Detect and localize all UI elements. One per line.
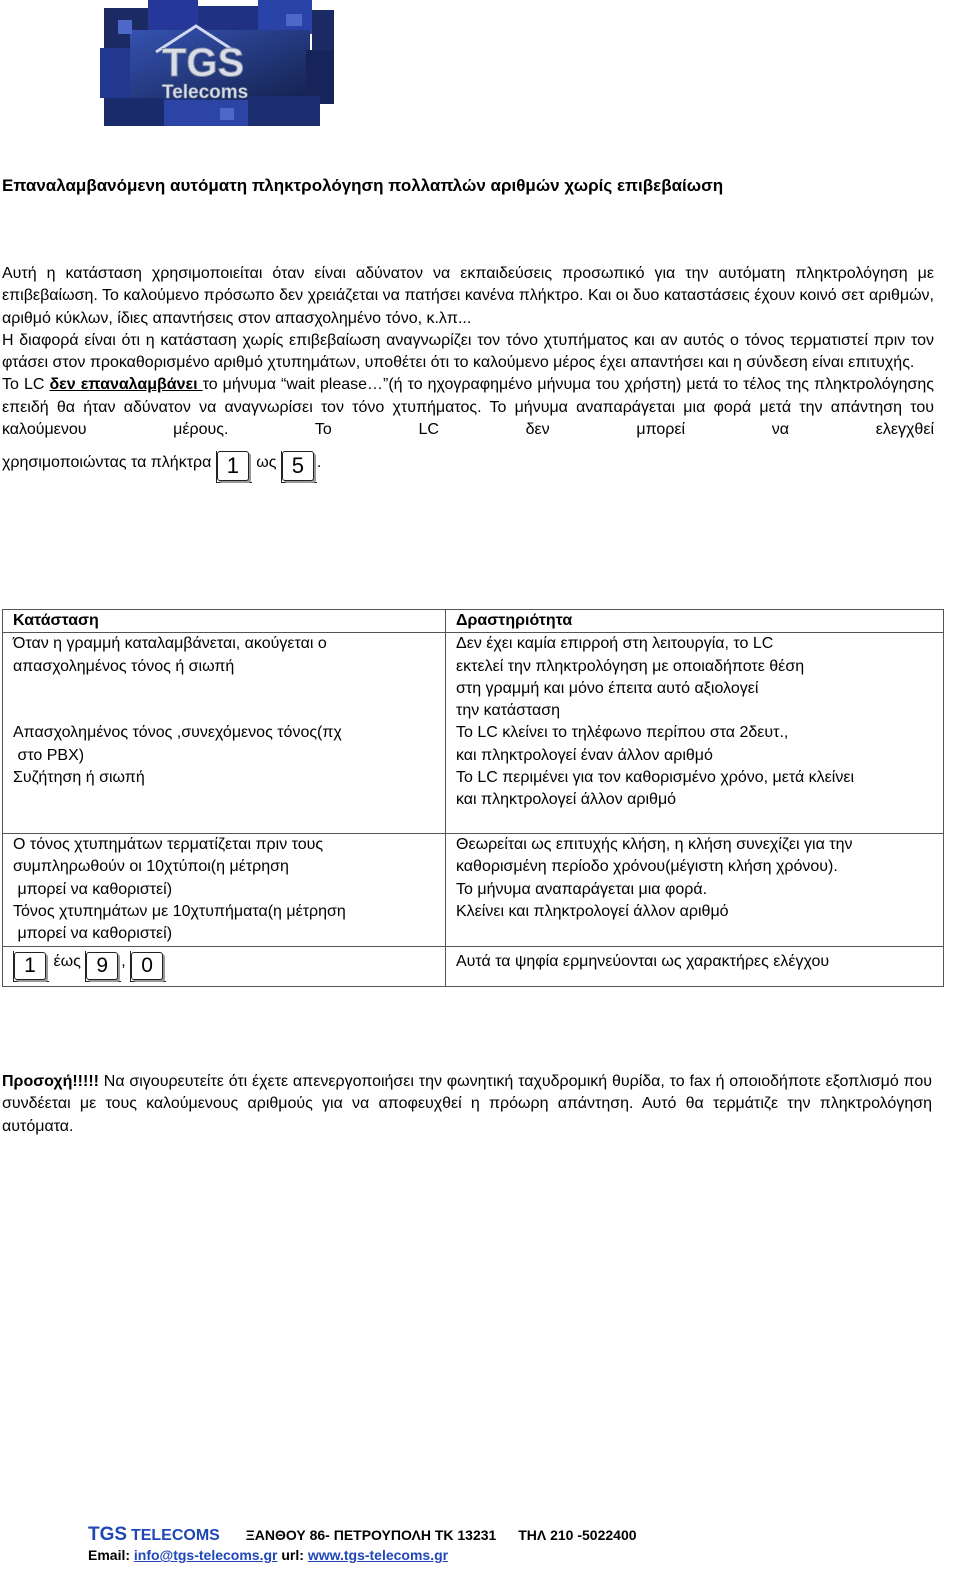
footer-address: ΞΑΝΘΟΥ 86- ΠΕΤΡΟΥΠΟΛΗ ΤΚ 13231 (245, 1527, 497, 1543)
page-title: Επαναλαμβανόμενη αυτόματη πληκτρολόγηση πολλαπλών αριθμών χωρίς επιβεβαίωση (2, 176, 724, 195)
table-cell-status (3, 834, 446, 901)
table-cell-status (3, 722, 446, 767)
cell-line: Το LC κλείνει το τηλέφωνο περίπου στα 2δευτ., (456, 724, 789, 742)
key-icon (130, 951, 166, 982)
footer-url-label: url: (277, 1547, 308, 1563)
warning-label: Προσοχή!!!!! (2, 1073, 99, 1090)
paragraph-keys (2, 451, 934, 483)
table-cell-status (3, 633, 446, 723)
table-cell-activity: Αυτά τα ψηφία ερμηνεύονται ως χαρακτήρες ελέγχου (446, 946, 944, 986)
text-fragment: Το LC (2, 376, 50, 394)
table-cell-activity (446, 901, 944, 946)
text-fragment: χρησιμοποιώντας τα πλήκτρα (2, 454, 216, 472)
cell-line: και πληκτρολογεί έναν άλλον αριθμό (456, 746, 713, 764)
paragraph-intro: Αυτή η κατάσταση χρησιμοποιείται όταν είναι αδύνατον να εκπαιδεύσεις προσωπικό για την αυτόματη πληκτρολόγηση με επιβεβαίωση. Το καλούμενο πρόσωπο δεν χρειάζεται να πατήσει κανένα πλήκτρο. Και οι δυο καταστάσεις έχουν κοινό σετ αριθμών, αριθμό κύκλων, ίδιες απαντήσεις στον απασχολημένο τόνο, κ.λπ... (2, 265, 934, 327)
cell-line: καθορισμένη περίοδο χρόνου(μέγιστη κλήση χρόνου). (456, 858, 838, 876)
table-cell-status (3, 901, 446, 946)
text-fragment: , (121, 952, 126, 970)
key-5-icon: 5 (282, 451, 314, 481)
status-activity-table (2, 609, 944, 987)
cell-line: και πληκτρολογεί άλλον αριθμό (456, 791, 677, 809)
text-fragment: ως (251, 454, 281, 472)
table-row (3, 901, 944, 946)
cell-line: Το LC περιμένει για τον καθορισμένο χρόνο, μετά κλείνει (456, 769, 855, 787)
cell-line: στη γραμμή και μόνο έπειτα αυτό αξιολογεί (456, 679, 759, 697)
table-cell-status (3, 946, 446, 986)
cell-line: Δεν έχει καμία επιρροή στη λειτουργία, το LC (456, 635, 774, 653)
logo-sub-text: Telecoms (162, 82, 249, 103)
paragraph-message (2, 374, 934, 441)
key-icon (281, 451, 317, 483)
cell-line: μπορεί να καθοριστεί) (13, 880, 173, 898)
table-row (3, 722, 944, 767)
text-fragment: . (316, 454, 322, 472)
paragraph-difference: Η διαφορά είναι ότι η κατάσταση χωρίς επιβεβαίωση αναγνωρίζει τον τόνο χτυπήματος και αν αυτός ο τόνος τερματιστεί πριν τον φτάσει στον προκαθορισμένο αριθμό χτυπημάτων, υποθέτει ότι το καλούμενο μέρος έχει απαντήσει και η σύνδεση είναι επιτυχής. (2, 331, 934, 372)
table-header-activity: Δραστηριότητα (446, 610, 944, 633)
footer-email-link[interactable]: info@tgs-telecoms.gr (133, 1547, 278, 1563)
cell-line: Ο τόνος χτυπημάτων τερματίζεται πριν τους (13, 836, 324, 854)
cell-line: Όταν η γραμμή καταλαμβάνεται, ακούγεται ο (13, 635, 327, 653)
table-row (3, 633, 944, 723)
cell-line: Τόνος χτυπημάτων με 10χτυπήματα(η μέτρηση (13, 902, 346, 920)
table-cell-activity (446, 767, 944, 834)
cell-line: Θεωρείται ως επιτυχής κλήση, η κλήση συνεχίζει για την (456, 836, 853, 854)
footer-email-label: Email: (88, 1547, 134, 1563)
table-cell-activity (446, 722, 944, 767)
text-fragment: έως (49, 952, 86, 970)
cell-line: την κατάσταση (456, 702, 561, 720)
key-icon (216, 451, 252, 483)
key-1-icon: 1 (217, 451, 249, 481)
cell-line: Απασχολημένος τόνος ,συνεχόμενος τόνος(πχ (13, 724, 342, 742)
key-0-icon: 0 (131, 952, 163, 980)
cell-line: στο PBX) (13, 746, 85, 764)
footer-line-contact (88, 1524, 637, 1546)
key-icon (85, 951, 121, 982)
cell-line: απασχολημένος τόνος ή σιωπή (13, 657, 235, 675)
cell-line: μπορεί να καθοριστεί) (13, 925, 173, 943)
footer-line-web (88, 1547, 637, 1563)
company-logo (100, 0, 336, 128)
key-icon (13, 951, 49, 982)
body-text (2, 263, 934, 483)
footer-brand-tgs: TGS (88, 1524, 128, 1545)
cell-line: Κλείνει και πληκτρολογεί άλλον αριθμό (456, 902, 729, 920)
cell-line: εκτελεί την πληκτρολόγηση με οποιαδήποτε θέση (456, 657, 805, 675)
text-fragment: το μήνυμα “wait please…”(ή το ηχογραφημένο μήνυμα του χρήστη) μετά το τέλος της πληκτρολόγησης επειδή θα ήταν αδύνατον να αναγνωρίσει τον τόνο χτυπήματος. Το μήνυμα αναπαράγεται μια φορά μετά την απάντηση του καλούμενου μέρους. Το LC δεν μπορεί να ελεγχθεί (2, 376, 935, 439)
footer (88, 1524, 637, 1563)
table-cell-activity (446, 834, 944, 901)
table-row (3, 767, 944, 834)
warning-paragraph (2, 1071, 932, 1138)
table-cell-activity (446, 633, 944, 723)
cell-line: συμπληρωθούν οι 10χτύποι(η μέτρηση (13, 858, 289, 876)
table-header-row (3, 610, 944, 633)
cell-line: Συζήτηση ή σιωπή (13, 769, 145, 787)
table-cell-status (3, 767, 446, 834)
emphasis-no-repeat: δεν επαναλαμβάνει (49, 376, 203, 394)
footer-phone: ΤΗΛ 210 -5022400 (518, 1527, 637, 1543)
key-9-icon: 9 (86, 952, 118, 980)
footer-brand-telecoms: TELECOMS (130, 1527, 220, 1544)
table-header-status: Κατάσταση (3, 610, 446, 633)
footer-url-link[interactable]: www.tgs-telecoms.gr (307, 1547, 449, 1563)
logo-graphic (100, 0, 336, 128)
warning-text: Να σιγουρευτείτε ότι έχετε απενεργοποιήσει την φωνητική ταχυδρομική θυρίδα, το fax ή οποιοδήποτε εξοπλισμό που συνδέεται με τους καλούμενους αριθμούς για να αποφευχθεί η πρόωρη απάντηση. Αυτό θα τερμάτιζε την πληκτρολόγηση αυτόματα. (2, 1073, 932, 1135)
table-row (3, 946, 944, 986)
logo-main-text: TGS (162, 41, 245, 85)
table-row (3, 834, 944, 901)
cell-line: Το μήνυμα αναπαράγεται μια φορά. (456, 880, 708, 898)
key-1-icon: 1 (14, 952, 46, 980)
